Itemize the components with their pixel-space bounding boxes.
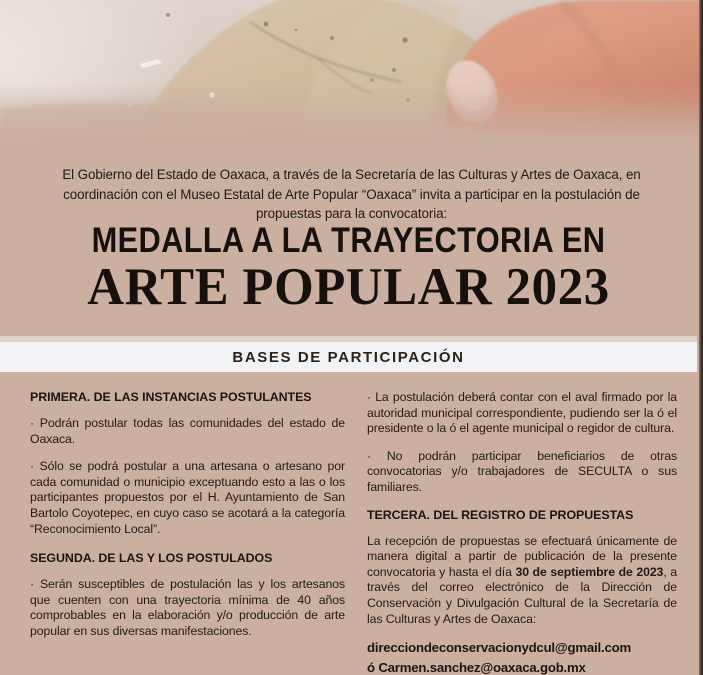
clay-hands-photo-illustration [0,0,703,150]
paragraph-no-podran: · No podrán participar beneficiarios de otras convocatorias y/o trabajadores de SECULTA o sus familiares. [367,448,677,494]
paragraph-trayectoria: · Serán susceptibles de postulación las y los artesanos que cuenten con una trayectoria mínima de 40 años comprobables en la elaboración y/o producción de arte popular en sus diversas manifestaciones. [30,577,345,638]
left-column [30,390,345,675]
poster-title-line-1: MEDALLA A LA TRAYECTORIA EN [91,221,606,260]
right-column [367,390,677,675]
page-right-edge [699,0,703,675]
paragraph-recepcion [367,534,677,628]
email-secondary[interactable]: ó Carmen.sanchez@oaxaca.gob.mx [367,660,586,675]
body-columns [0,390,697,675]
section-heading-primera: PRIMERA. DE LAS INSTANCIAS POSTULANTES [30,390,312,404]
paragraph-una-artesana: · Sólo se podrá postular a una artesana o artesano por cada comunidad o municipio exceptuando esto a las o los participantes propuestos por el H. Ayuntamiento de San Bartolo Coyotepec, en cuyo caso se acotará a la categoría “Reconocimiento Local”. [30,459,345,536]
poster-title-line-2: ARTE POPULAR 2023 [87,258,610,316]
paragraph-comunidades: · Podrán postular todas las comunidades del estado de Oaxaca. [30,416,345,446]
email-primary[interactable]: direcciondeconservacionydcul@gmail.com [367,640,631,656]
bases-banner [0,342,697,372]
paragraph-aval-firmado: · La postulación deberá contar con el aval firmado por la autoridad municipal correspondiente, pudiendo ser la ó el presidente o la ó el agente municipal o regidor de cultura. [367,390,677,436]
intro-paragraph: El Gobierno del Estado de Oaxaca, a través de la Secretaría de las Culturas y Artes de Oaxaca, en coordinación con el Museo Estatal de Arte Popular “Oaxaca” invita a participar en la postulación de propuestas para la convocatoria: [62,167,641,222]
deadline-date: 30 de septiembre de 2023 [515,564,664,579]
section-heading-tercera: TERCERA. DEL REGISTRO DE PROPUESTAS [367,507,634,522]
recepcion-text-before: La recepción de propuestas se efectuará únicamente de manera digital a partir de publicación de la presente convocatoria y hasta el día [367,533,677,579]
bases-banner-label: BASES DE PARTICIPACIÓN [232,348,465,366]
header-photo [0,0,703,150]
recepcion-text-after: , a través del correo electrónico de la Dirección de Conservación y Divulgación Cultural de la Secretaría de las Culturas y Artes de Oaxaca: [367,564,677,626]
section-heading-segunda: SEGUNDA. DE LAS Y LOS POSTULADOS [30,551,273,566]
